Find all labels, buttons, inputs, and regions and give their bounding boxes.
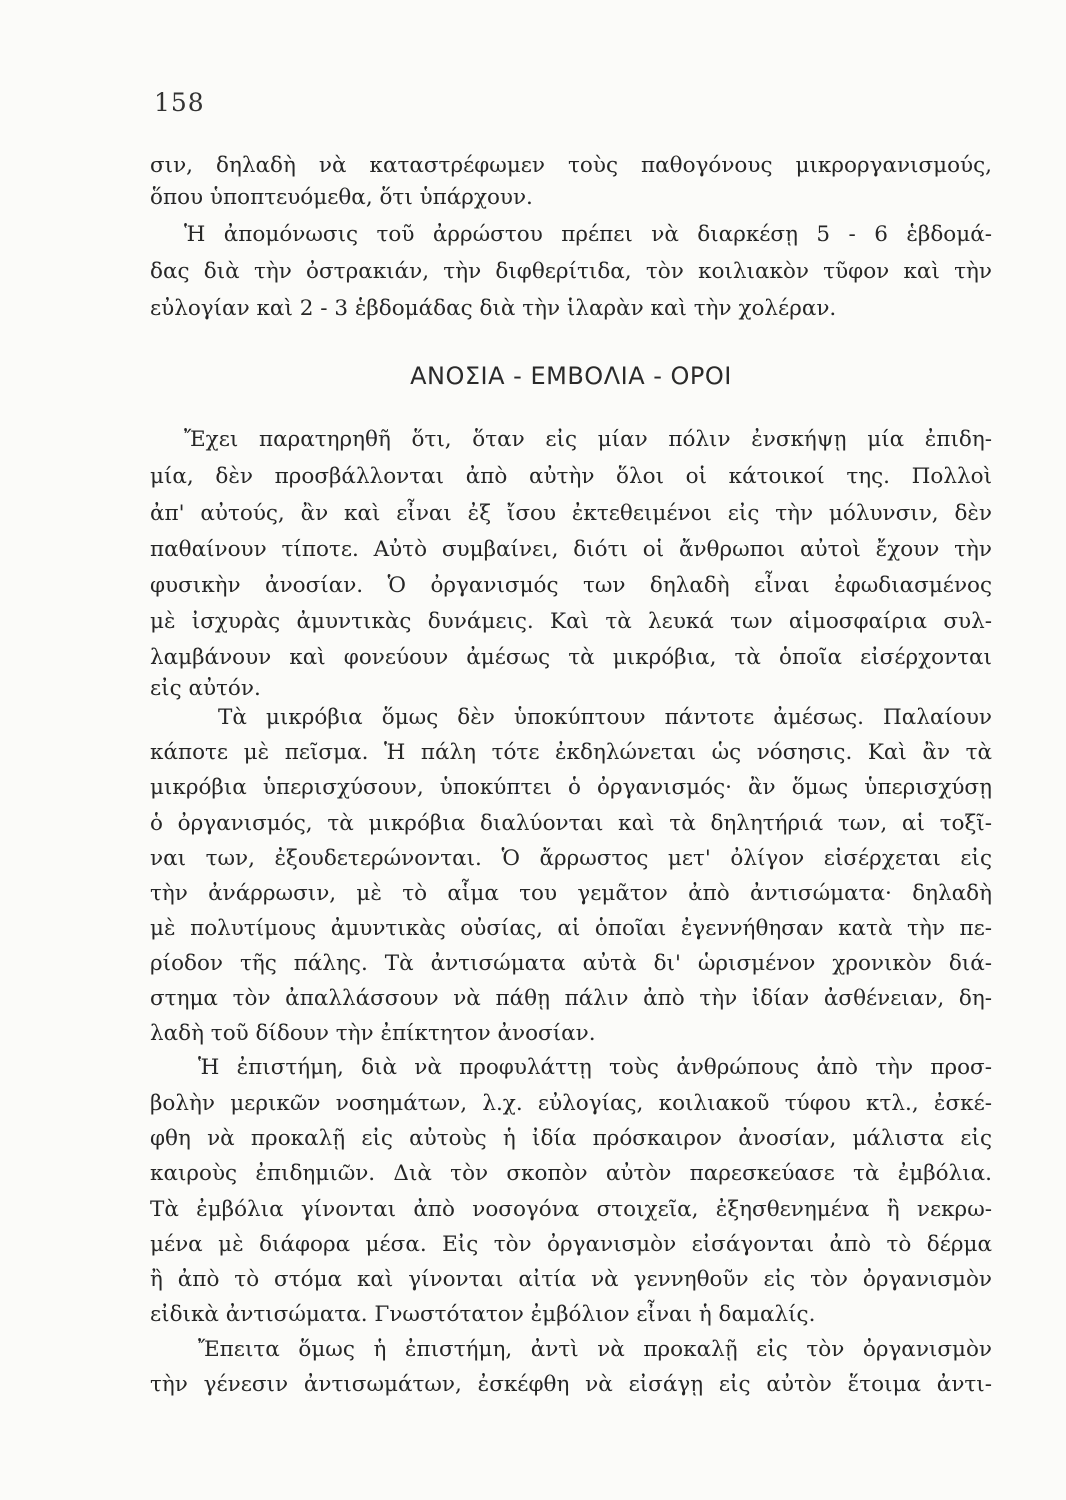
text-line: μένα μὲ διάφορα μέσα. Εἰς τὸν ὀργανισμὸν εἰσάγονται ἀπὸ τὸ δέρμα bbox=[150, 1232, 992, 1257]
text-line: παθαίνουν τίποτε. Αὐτὸ συμβαίνει, διότι οἱ ἄνθρωποι αὐτοὶ ἔχουν τὴν bbox=[150, 537, 992, 562]
text-line: ἀπ' αὐτούς, ἂν καὶ εἶναι ἐξ ἴσου ἐκτεθειμένοι εἰς τὴν μόλυνσιν, δὲν bbox=[150, 501, 992, 526]
text-line: Ἡ ἀπομόνωσις τοῦ ἀρρώστου πρέπει νὰ διαρκέσῃ 5 - 6 ἑβδομά- bbox=[184, 222, 992, 247]
text-line: Ἔχει παρατηρηθῆ ὅτι, ὅταν εἰς μίαν πόλιν ἐνσκήψῃ μία ἐπιδη- bbox=[184, 427, 992, 452]
text-line: ἢ ἀπὸ τὸ στόμα καὶ γίνονται αἰτία νὰ γεννηθοῦν εἰς τὸν ὀργανισμὸν bbox=[150, 1267, 992, 1292]
text-line: Ἡ ἐπιστήμη, διὰ νὰ προφυλάττῃ τοὺς ἀνθρώπους ἀπὸ τὴν προσ- bbox=[198, 1055, 992, 1080]
text-line: κάποτε μὲ πεῖσμα. Ἡ πάλη τότε ἐκδηλώνεται ὡς νόσησις. Καὶ ἂν τὰ bbox=[150, 740, 992, 765]
text-line: μικρόβια ὑπερισχύσουν, ὑποκύπτει ὁ ὀργανισμός· ἂν ὅμως ὑπερισχύσῃ bbox=[150, 775, 992, 800]
text-line: Ἔπειτα ὅμως ἡ ἐπιστήμη, ἀντὶ νὰ προκαλῇ εἰς τὸν ὀργανισμὸν bbox=[198, 1337, 992, 1362]
text-line: λαμβάνουν καὶ φονεύουν ἀμέσως τὰ μικρόβια, τὰ ὁποῖα εἰσέρχονται bbox=[150, 645, 992, 670]
text-line: εὐλογίαν καὶ 2 - 3 ἑβδομάδας διὰ τὴν ἱλαρὰν καὶ τὴν χολέραν. bbox=[150, 296, 837, 321]
text-line: καιροὺς ἐπιδημιῶν. Διὰ τὸν σκοπὸν αὐτὸν παρεσκεύασε τὰ ἐμβόλια. bbox=[150, 1161, 992, 1186]
text-line: εἰς αὐτόν. bbox=[150, 676, 261, 701]
text-line: λαδὴ τοῦ δίδουν τὴν ἐπίκτητον ἀνοσίαν. bbox=[150, 1021, 596, 1046]
section-heading: ΑΝΟΣΙΑ - ΕΜΒΟΛΙΑ - ΟΡΟΙ bbox=[410, 362, 732, 390]
text-line: στημα τὸν ἀπαλλάσσουν νὰ πάθῃ πάλιν ἀπὸ τὴν ἰδίαν ἀσθένειαν, δη- bbox=[150, 986, 992, 1011]
text-line: ὁ ὀργανισμός, τὰ μικρόβια διαλύονται καὶ τὰ δηλητήριά των, αἱ τοξῖ- bbox=[150, 811, 992, 836]
text-line: μὲ πολυτίμους ἀμυντικὰς οὐσίας, αἱ ὁποῖαι ἐγεννήθησαν κατὰ τὴν πε- bbox=[150, 916, 992, 941]
text-line: ναι των, ἐξουδετερώνονται. Ὁ ἄρρωστος μετ' ὀλίγον εἰσέρχεται εἰς bbox=[150, 846, 992, 871]
text-line: Τὰ ἐμβόλια γίνονται ἀπὸ νοσογόνα στοιχεῖα, ἐξησθενημένα ἢ νεκρω- bbox=[150, 1197, 992, 1222]
text-line: Τὰ μικρόβια ὅμως δὲν ὑποκύπτουν πάντοτε ἀμέσως. Παλαίουν bbox=[218, 705, 992, 730]
text-line: δας διὰ τὴν ὀστρακιάν, τὴν διφθερίτιδα, τὸν κοιλιακὸν τῦφον καὶ τὴν bbox=[150, 259, 992, 284]
text-line: τὴν γένεσιν ἀντισωμάτων, ἐσκέφθη νὰ εἰσάγῃ εἰς αὐτὸν ἕτοιμα ἀντι- bbox=[150, 1372, 992, 1397]
text-line: εἰδικὰ ἀντισώματα. Γνωστότατον ἐμβόλιον εἶναι ἡ δαμαλίς. bbox=[150, 1302, 816, 1327]
text-line: ὅπου ὑποπτευόμεθα, ὅτι ὑπάρχουν. bbox=[150, 185, 533, 210]
text-line: φυσικὴν ἀνοσίαν. Ὁ ὀργανισμός των δηλαδὴ εἶναι ἐφωδιασμένος bbox=[150, 573, 992, 598]
text-line: φθη νὰ προκαλῇ εἰς αὐτοὺς ἡ ἰδία πρόσκαιρον ἀνοσίαν, μάλιστα εἰς bbox=[150, 1126, 992, 1151]
text-line: μία, δὲν προσβάλλονται ἀπὸ αὐτὴν ὅλοι οἱ κάτοικοί της. Πολλοὶ bbox=[150, 464, 992, 489]
page-number: 158 bbox=[154, 88, 205, 117]
text-line: μὲ ἰσχυρὰς ἀμυντικὰς δυνάμεις. Καὶ τὰ λευκά των αἱμοσφαίρια συλ- bbox=[150, 609, 992, 634]
text-line: σιν, δηλαδὴ νὰ καταστρέφωμεν τοὺς παθογόνους μικροργανισμούς, bbox=[150, 153, 992, 178]
text-line: τὴν ἀνάρρωσιν, μὲ τὸ αἷμα του γεμᾶτον ἀπὸ ἀντισώματα· δηλαδὴ bbox=[150, 881, 992, 906]
text-line: ρίοδον τῆς πάλης. Τὰ ἀντισώματα αὐτὰ δι' ὡρισμένον χρονικὸν διά- bbox=[150, 951, 992, 976]
text-line: βολὴν μερικῶν νοσημάτων, λ.χ. εὐλογίας, κοιλιακοῦ τύφου κτλ., ἐσκέ- bbox=[150, 1091, 992, 1116]
